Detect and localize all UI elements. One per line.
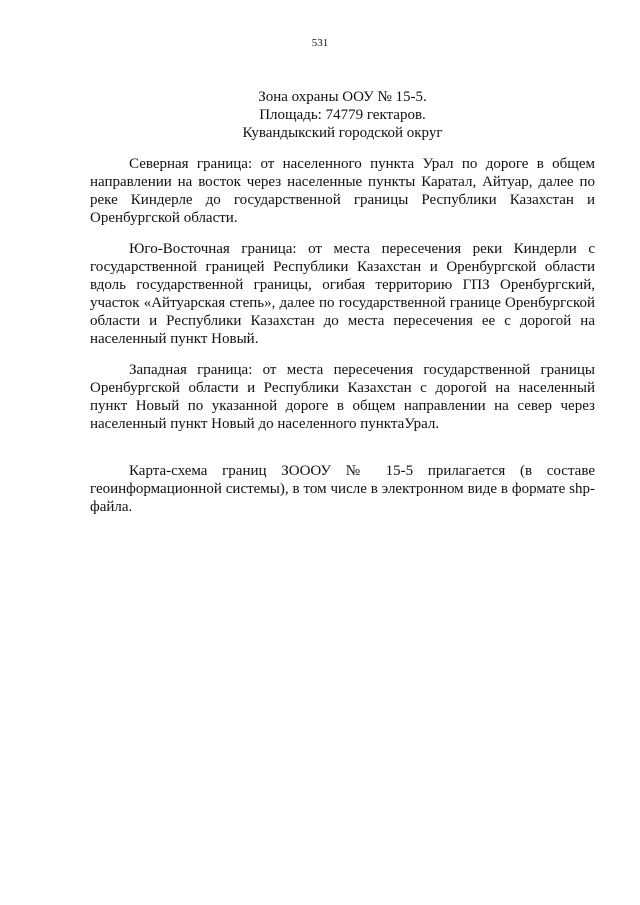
zone-title: Зона охраны ООУ № 15-5.	[258, 89, 427, 105]
district-name: Кувандыкский городской округ	[242, 125, 443, 141]
north-border-paragraph: Северная граница: от населенного пункта Урал по дороге в общем направлении на восток через населенные пункты Каратал, Айтуар, далее по реке Киндерле до государственной границы Республики Казахстан и Оренбургской области.	[90, 156, 595, 226]
document-header	[90, 88, 595, 142]
page-number: 531	[311, 37, 329, 49]
west-border-paragraph: Западная граница: от места пересечения государственной границы Оренбургской области и Республики Казахстан с дорогой на населенный пункт Новый по указанной дороге в общем направлении на север через населенный пункт Новый до населенного пунктаУрал.	[90, 362, 595, 432]
map-scheme-paragraph: Карта-схема границ ЗОООУ № 15-5 прилагается (в составе геоинформационной системы), в том числе в электронном виде в формате shp-файла.	[90, 463, 595, 515]
zone-area: Площадь: 74779 гектаров.	[259, 107, 426, 123]
southeast-border-paragraph: Юго-Восточная граница: от места пересечения реки Киндерли с государственной границей Республики Казахстан и Оренбургской области вдоль государственной границы, огибая территорию ГПЗ Оренбургский, участок «Айтуарская степь», далее по государственной границе Оренбургской области и Республики Казахстан до места пересечения ее с дорогой на населенный пункт Новый.	[90, 241, 595, 347]
